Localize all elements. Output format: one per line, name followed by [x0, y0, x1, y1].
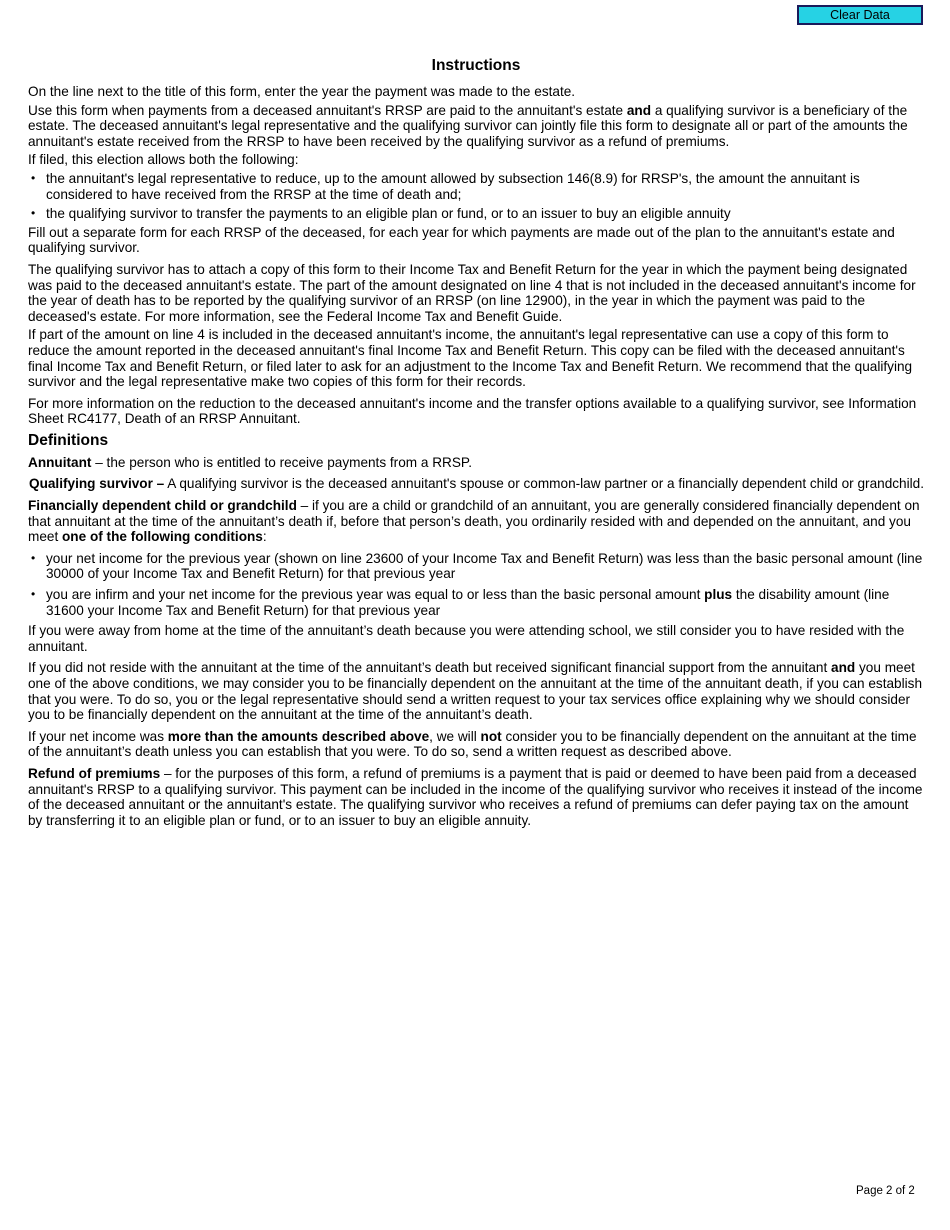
definitions-paragraph: If your net income was more than the amounts described above, we will not consider you to be financially dependent on the annuitant at the time of the annuitant’s death unless you can establish that you were. To do so, send a written request as described above.: [28, 728, 917, 760]
clear-data-button[interactable]: Clear Data: [797, 5, 923, 25]
definitions-paragraph: If you did not reside with the annuitant at the time of the annuitant’s death but received significant financial support from the annuitant and you meet one of the above conditions, we may consider you to be financially dependent on the annuitant at the time of the annuitant death, if you can establish that you were. To do so, you or the legal representative should send a written request to your tax services office explaining why we should consider you to be financially dependent on the annuitant at the time of the annuitant’s death.: [28, 660, 923, 723]
list-item: • the qualifying survivor to transfer the payments to an eligible plan or fund, or to an issuer to buy an eligible annuity: [28, 206, 924, 222]
election-bullet-list: [28, 171, 924, 222]
list-item: • you are infirm and your net income for the previous year was equal to or less than the basic personal amount plus the disability amount (line 31600 your Income Tax and Benefit Return) for that previous year: [28, 587, 924, 618]
instructions-paragraph: The qualifying survivor has to attach a copy of this form to their Income Tax and Benefit Return for the year in which the payment being designated was paid to the deceased annuitant's estate. The part of the amount designated on line 4 that is not included in the deceased annuitant's income for the year of death has to be reported by the qualifying survivor of an RRSP (on line 12900), in the year in which the payment was paid to the deceased's estate. For more information, see the Federal Income Tax and Benefit Guide.: [28, 261, 916, 324]
instructions-paragraph: On the line next to the title of this form, enter the year the payment was made to the estate.: [28, 84, 576, 99]
definition-annuitant: Annuitant – the person who is entitled to receive payments from a RRSP.: [28, 454, 473, 470]
instructions-paragraph: If filed, this election allows both the following:: [28, 152, 299, 168]
page-number: Page 2 of 2: [856, 1185, 915, 1197]
instructions-paragraph: If part of the amount on line 4 is included in the deceased annuitant's income, the annuitant's legal representative can use a copy of this form to reduce the amount reported in the deceased annuitant's final Income Tax and Benefit Return. This copy can be filed with the deceased annuitant's final Income Tax and Benefit Return, or filed later to ask for an adjustment to the Income Tax and Benefit Return. We recommend that the qualifying survivor and the legal representative make two copies of this form for their records.: [28, 327, 913, 390]
instructions-paragraph: Fill out a separate form for each RRSP of the deceased, for each year for which payments are made out of the plan to the annuitant's estate and qualifying survivor.: [28, 224, 895, 256]
definition-financially-dependent: Financially dependent child or grandchild – if you are a child or grandchild of an annuitant, you are generally considered financially dependent on that annuitant at the time of the annuitant’s death if, before that person’s death, you ordinarily resided with and depended on the annuitant, and you meet one of the following conditions:: [28, 498, 920, 545]
form-instructions: [28, 57, 924, 831]
list-item: • the annuitant's legal representative to reduce, up to the amount allowed by subsection 146(8.9) for RRSP's, the amount the annuitant is considered to have received from the RRSP at the time of death and;: [28, 171, 924, 202]
instructions-heading: Instructions: [431, 57, 521, 74]
conditions-bullet-list: [28, 551, 924, 618]
instructions-paragraph: For more information on the reduction to the deceased annuitant's income and the transfer options available to a qualifying survivor, see Information Sheet RC4177, Death of an RRSP Annuitant.: [28, 395, 917, 427]
definitions-paragraph: If you were away from home at the time of the annuitant’s death because you were attending school, we still consider you to have resided with the annuitant.: [28, 623, 905, 654]
list-item: • your net income for the previous year (shown on line 23600 of your Income Tax and Benefit Return) was less than the basic personal amount (line 30000 of your Income Tax and Benefit Return) for that previous year: [28, 551, 924, 582]
instructions-paragraph: Use this form when payments from a deceased annuitant's RRSP are paid to the annuitant's estate and a qualifying survivor is a beneficiary of the estate. The deceased annuitant's legal representative and the qualifying survivor can jointly file this form to designate all or part of the amounts the annuitant's estate received from the RRSP to have been received by the qualifying survivor as a refund of premiums.: [28, 102, 908, 149]
definition-qualifying-survivor: Qualifying survivor – A qualifying survivor is the deceased annuitant's spouse or common-law partner or a financially dependent child or grandchild.: [29, 476, 924, 492]
definition-refund-of-premiums: Refund of premiums – for the purposes of this form, a refund of premiums is a payment that is paid or deemed to have been paid from a deceased annuitant's RRSP to a qualifying survivor. This payment can be included in the income of the qualifying survivor who receives it instead of the income of the deceased annuitant or the annuitant's estate. The qualifying survivor who receives a refund of premiums can defer paying tax on the amount by transferring it to an eligible plan or fund, or to an issuer to buy an eligible annuity.: [28, 765, 923, 828]
definitions-heading: Definitions: [28, 431, 109, 449]
